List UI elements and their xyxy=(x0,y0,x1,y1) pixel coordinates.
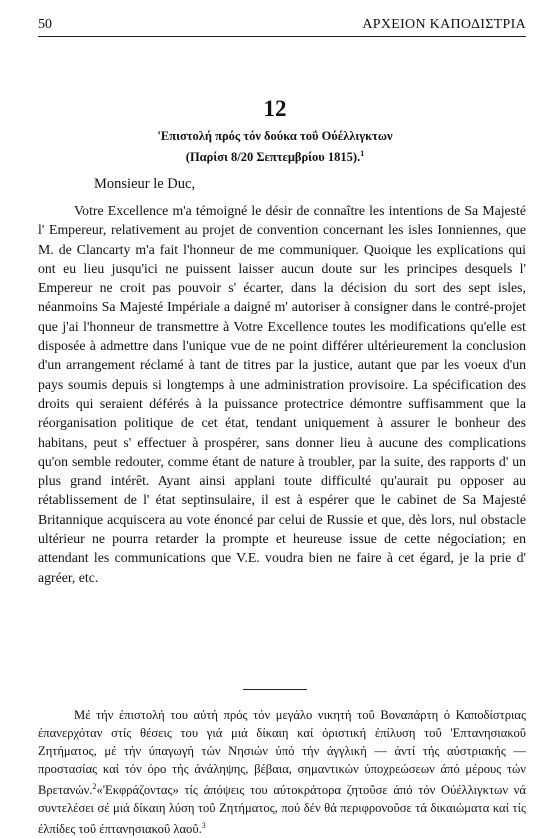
footnote-ref-1: 1 xyxy=(360,149,365,158)
document-title xyxy=(0,128,550,166)
document-title-line2 xyxy=(0,145,550,166)
commentary-text-1: Μέ τήν έπιστολή του αύτή πρός τόν μεγάλο νικητή τοΰ Βοναπάρτη ό Καποδίστριας έπανερχόταν στίς θέσεις του γιά μιά δίκαιη καί όριστική έπίλυση τοΰ 'Επτανησιακοΰ Ζητήματος, μέ τήν ύπαγωγή τών Νησιών ύπό τήν άγγλική — άντί τής αύστριακής — προστασίας καί τόν όρο τής άνάληψης, βέβαια, σημαντικών ύποχρεώσεων άπό μέρους τών Βρετανών. xyxy=(38,708,526,798)
document-number: 12 xyxy=(263,96,287,121)
footnote-ref-2: 2 xyxy=(92,782,97,791)
letter-body: Votre Excellence m'a témoigné le désir de connaître les intentions de Sa Majesté l' Empereur, relativement au projet de convention concernant les isles Ionniennes, que M. de Clancarty m'a fait l'honneur de me communiquer. Quoique les explications qui ont eu lieu jusqu'ici ne puissent laisser aucun doute sur les principes desquels l' Empereur ne croit pas pouvoir s' écarter, dans la décision du sort des sept isles, néanmoins Sa Majesté Impériale a daigné m' autoriser à consigner dans le contré-projet que j'ai l'honneur de transmettre à Votre Excellence toutes les modifications qu'elle est disposée à admettre dans l'unique vue de ne point différer ultérieurement la conclusion d'un arrangement réclamé à tant de titres par la justice, autant que par les voeux d'un pays soumis depuis si longtemps à une administration provisoire. La spécification des droits qui seraient déférés à la puissance protectrice démontre suffisamment que la réorganisation politique de cet état, tendant uniquement à assurer le bonheur des habitans, peut s' effectuer à prospérer, sans donner lieu à aucune des complications qu'on semble redouter, comme étant de nature à troubler, par la suite, des rapports d' un plus grand intérêt. Ayant ainsi applani toute difficulté qu'aurait pu opposer au rétablissement de l' état septinsulaire, il est à espérer que le cabinet de Sa Majesté Britannique acquiscera au vote énoncé par celui de Russie et que, dès lors, nul obstacle ultérieur ne pourra retarder la prompte et heureuse issue de cette négociation; en attendant les communications que V.E. voudra bien ne faire à cet égard, je la prie d' agréer, etc. xyxy=(38,203,526,585)
page-number: 50 xyxy=(38,17,52,32)
footnote-ref-3: 3 xyxy=(201,821,206,831)
section-divider xyxy=(243,689,307,690)
document-title-line1: 'Επιστολή πρός τόν δούκα τοΰ Ούέλλιγκτων xyxy=(157,129,393,143)
page-header xyxy=(38,14,526,37)
document-date: (Παρίσι 8/20 Σεπτεμβρίου 1815). xyxy=(185,150,361,165)
commentary-paragraph xyxy=(38,706,526,838)
letter-salutation: Monsieur le Duc, xyxy=(94,176,196,192)
running-title: ΑΡΧΕΙΟΝ ΚΑΠΟΔΙΣΤΡΙΑ xyxy=(362,17,526,32)
commentary-text-2: «'Εκφράζοντας» τίς άπόψεις του αύτοκράτορα ζητοΰσε άπό τόν Ούέλλιγκτων νά συντελέσει σέ μιά δίκαιη λύση τοΰ Ζητήματος, πού δέν θά περιφρονοΰσε τά δικαιώματα καί τίς έλπίδες τοΰ έπτανησιακοΰ λαοΰ. xyxy=(38,783,526,837)
